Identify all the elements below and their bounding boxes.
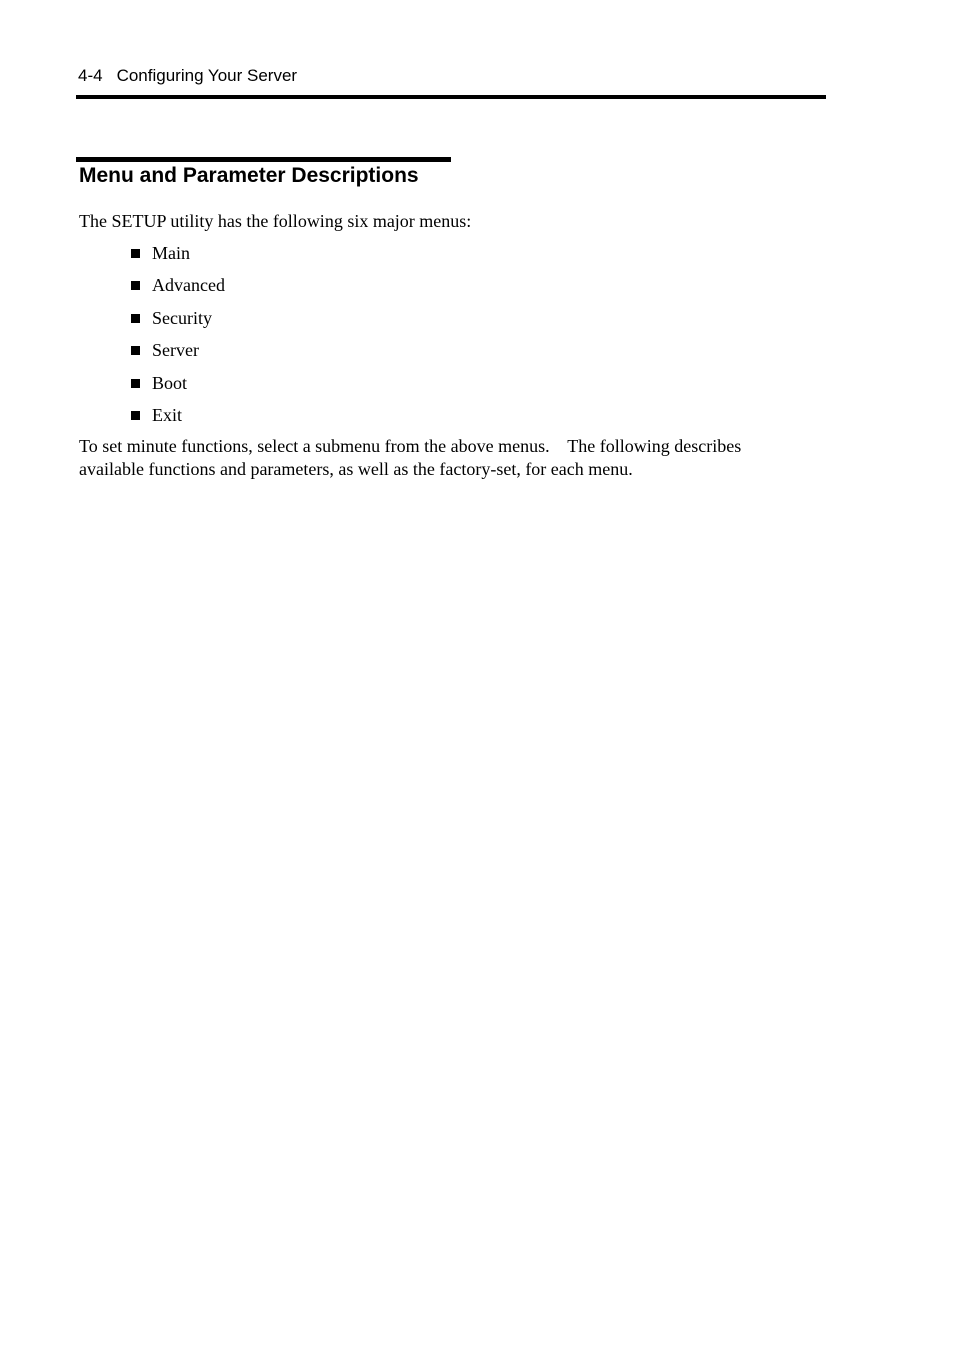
page-number: 4-4 [78,66,103,85]
intro-paragraph: The SETUP utility has the following six major menus: [79,211,472,231]
square-bullet-icon [131,411,140,420]
menu-list [131,241,225,435]
list-item [131,241,225,273]
square-bullet-icon [131,314,140,323]
list-item [131,338,225,370]
square-bullet-icon [131,249,140,258]
square-bullet-icon [131,379,140,388]
list-item-label: Exit [152,404,182,425]
list-item [131,273,225,305]
square-bullet-icon [131,346,140,355]
page-header [78,64,297,88]
list-item-label: Boot [152,372,188,393]
section-title: Menu and Parameter Descriptions [79,164,419,187]
list-item-label: Main [152,243,190,263]
list-item-label: Advanced [152,275,225,296]
outro-line: available functions and parameters, as well as the factory-set, for each menu. [79,458,633,479]
list-item-label: Security [152,307,212,328]
square-bullet-icon [131,281,140,290]
list-item [131,306,225,338]
chapter-title: Configuring Your Server [116,66,298,85]
list-item-label: Server [152,340,199,361]
outro-line: To set minute functions, select a submenu from the above menus. The following describes [79,436,742,456]
list-item [131,403,225,435]
outro-paragraph [79,435,799,480]
header-rule [76,95,826,99]
list-item [131,371,225,403]
